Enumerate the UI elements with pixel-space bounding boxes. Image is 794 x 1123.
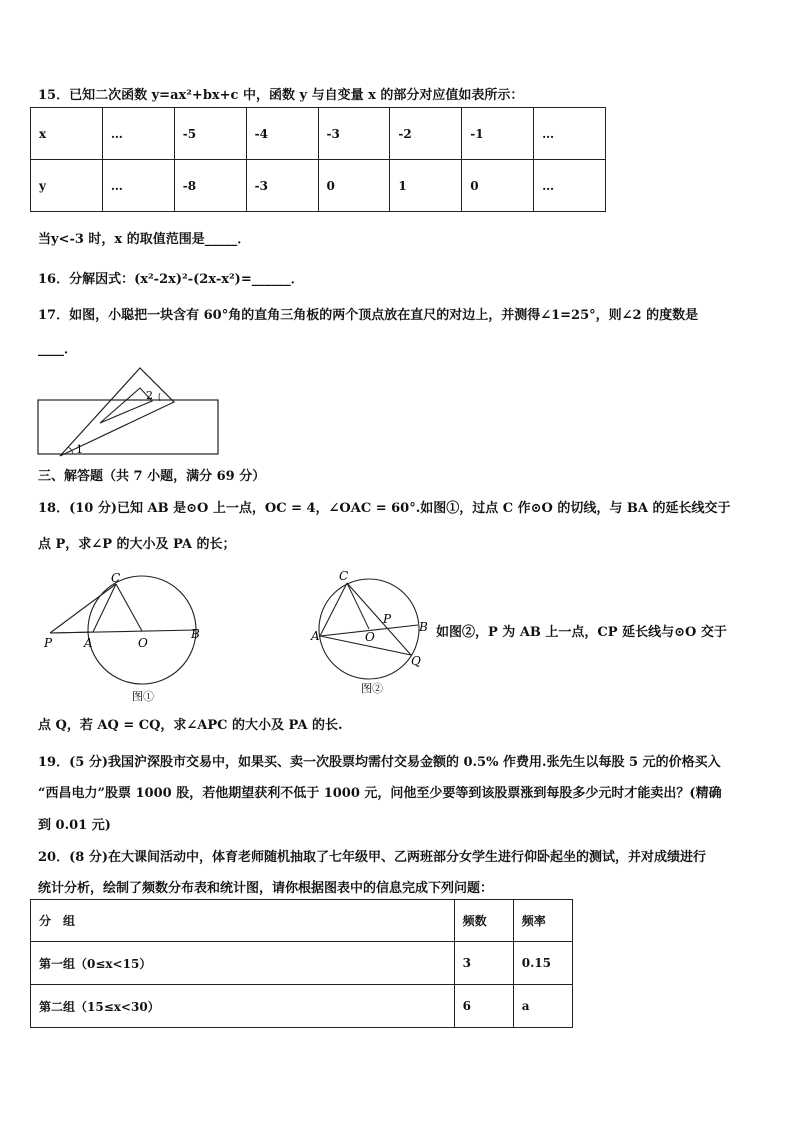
segment-co bbox=[116, 584, 142, 631]
segment-pa bbox=[50, 632, 93, 633]
tangent-pc bbox=[50, 584, 116, 633]
table-cell: 第一组（0≤x<15） bbox=[31, 942, 455, 985]
point-a-label: A bbox=[84, 636, 93, 650]
q15-table bbox=[30, 107, 606, 212]
point-b-label: B bbox=[419, 620, 428, 634]
point-p-label: P bbox=[383, 612, 392, 626]
point-b-label: B bbox=[191, 627, 200, 641]
figure-1-caption: 图① bbox=[132, 690, 154, 703]
section-title: 三、解答题（共 7 小题，满分 69 分） bbox=[38, 469, 266, 484]
point-c-label: C bbox=[111, 571, 121, 585]
triangle-inner-shape bbox=[100, 388, 152, 423]
q20-line2: 统计分析，绘制了频数分布表和统计图，请你根据图表中的信息完成下列问题： bbox=[38, 881, 494, 896]
point-a-label: A bbox=[311, 629, 320, 643]
table-header-row bbox=[31, 900, 573, 942]
angle-2-arc bbox=[159, 393, 160, 401]
table-cell: a bbox=[513, 985, 572, 1028]
q18-line1: 18．(10 分)已知 AB 是⊙O 上一点，OC = 4，∠OAC = 60°.如图①，过点 C 作⊙O 的切线，与 BA 的延长线交于 bbox=[38, 501, 731, 516]
table-cell: … bbox=[102, 160, 174, 212]
table-cell: 0 bbox=[462, 160, 534, 212]
q18-side-text: 如图②，P 为 AB 上一点，CP 延长线与⊙O 交于 bbox=[436, 625, 727, 640]
table-cell: 3 bbox=[454, 942, 513, 985]
point-q-label: Q bbox=[411, 654, 421, 668]
table-cell: -1 bbox=[462, 108, 534, 160]
q19-line3: 到 0.01 元) bbox=[38, 818, 111, 833]
q17-line1: 17．如图，小聪把一块含有 60°角的直角三角板的两个顶点放在直尺的对边上，并测得∠1=25°，则∠2 的度数是 bbox=[38, 308, 699, 323]
table-cell: -4 bbox=[246, 108, 318, 160]
table-row bbox=[31, 985, 573, 1028]
table-cell: x bbox=[31, 108, 103, 160]
table-cell: -5 bbox=[174, 108, 246, 160]
figure-2-caption: 图② bbox=[361, 682, 383, 695]
q19-line2: “西昌电力”股票 1000 股，若他期望获利不低于 1000 元，问他至少要等到该股票涨到每股多少元时才能卖出？(精确 bbox=[38, 786, 722, 801]
q16-text: 16．分解因式：(x²-2x)²-(2x-x²)=______． bbox=[38, 272, 304, 287]
point-o-label: O bbox=[138, 636, 148, 650]
table-row bbox=[31, 108, 606, 160]
q15-ask: 当y<-3 时，x 的取值范围是_____． bbox=[38, 232, 251, 247]
table-cell: … bbox=[534, 160, 606, 212]
point-o-label: O bbox=[365, 630, 375, 644]
q18-line3: 点 Q，若 AQ = CQ，求∠APC 的大小及 PA 的长. bbox=[38, 718, 343, 733]
table-cell: 0.15 bbox=[513, 942, 572, 985]
table-cell: 6 bbox=[454, 985, 513, 1028]
table-cell: -3 bbox=[318, 108, 390, 160]
q17-line2: ____． bbox=[38, 342, 78, 357]
angle-2-label: 2 bbox=[146, 389, 153, 402]
table-cell: y bbox=[31, 160, 103, 212]
table-header-cell: 频数 bbox=[454, 900, 513, 942]
table-cell: 1 bbox=[390, 160, 462, 212]
q18-line2: 点 P，求∠P 的大小及 PA 的长； bbox=[38, 537, 236, 552]
table-cell: -8 bbox=[174, 160, 246, 212]
segment-ac bbox=[320, 583, 347, 636]
q20-line1: 20．(8 分)在大课间活动中，体育老师随机抽取了七年级甲、乙两班部分女学生进行仰卧起坐的测试，并对成绩进行 bbox=[38, 850, 706, 865]
q18-figure-1 bbox=[40, 570, 210, 705]
point-c-label: C bbox=[339, 569, 349, 583]
q19-line1: 19．(5 分)我国沪深股市交易中，如果买、卖一次股票均需付交易金额的 0.5% 作费用.张先生以每股 5 元的价格买入 bbox=[38, 755, 721, 770]
ruler-shape bbox=[38, 400, 218, 454]
table-cell: … bbox=[102, 108, 174, 160]
q15-stem: 15．已知二次函数 y=ax²+bx+c 中，函数 y 与自变量 x 的部分对应值如表所示： bbox=[38, 88, 524, 103]
table-row bbox=[31, 942, 573, 985]
table-cell: 第二组（15≤x<30） bbox=[31, 985, 455, 1028]
q18-figure-2 bbox=[305, 565, 435, 700]
segment-co bbox=[347, 583, 369, 629]
table-cell: … bbox=[534, 108, 606, 160]
table-row bbox=[31, 160, 606, 212]
q20-table bbox=[30, 899, 573, 1028]
q17-figure bbox=[36, 363, 222, 457]
angle-1-label: 1 bbox=[76, 443, 83, 456]
table-header-cell: 分 组 bbox=[31, 900, 455, 942]
table-header-cell: 频率 bbox=[513, 900, 572, 942]
point-p-label: P bbox=[44, 636, 53, 650]
table-cell: -3 bbox=[246, 160, 318, 212]
table-cell: -2 bbox=[390, 108, 462, 160]
table-cell: 0 bbox=[318, 160, 390, 212]
